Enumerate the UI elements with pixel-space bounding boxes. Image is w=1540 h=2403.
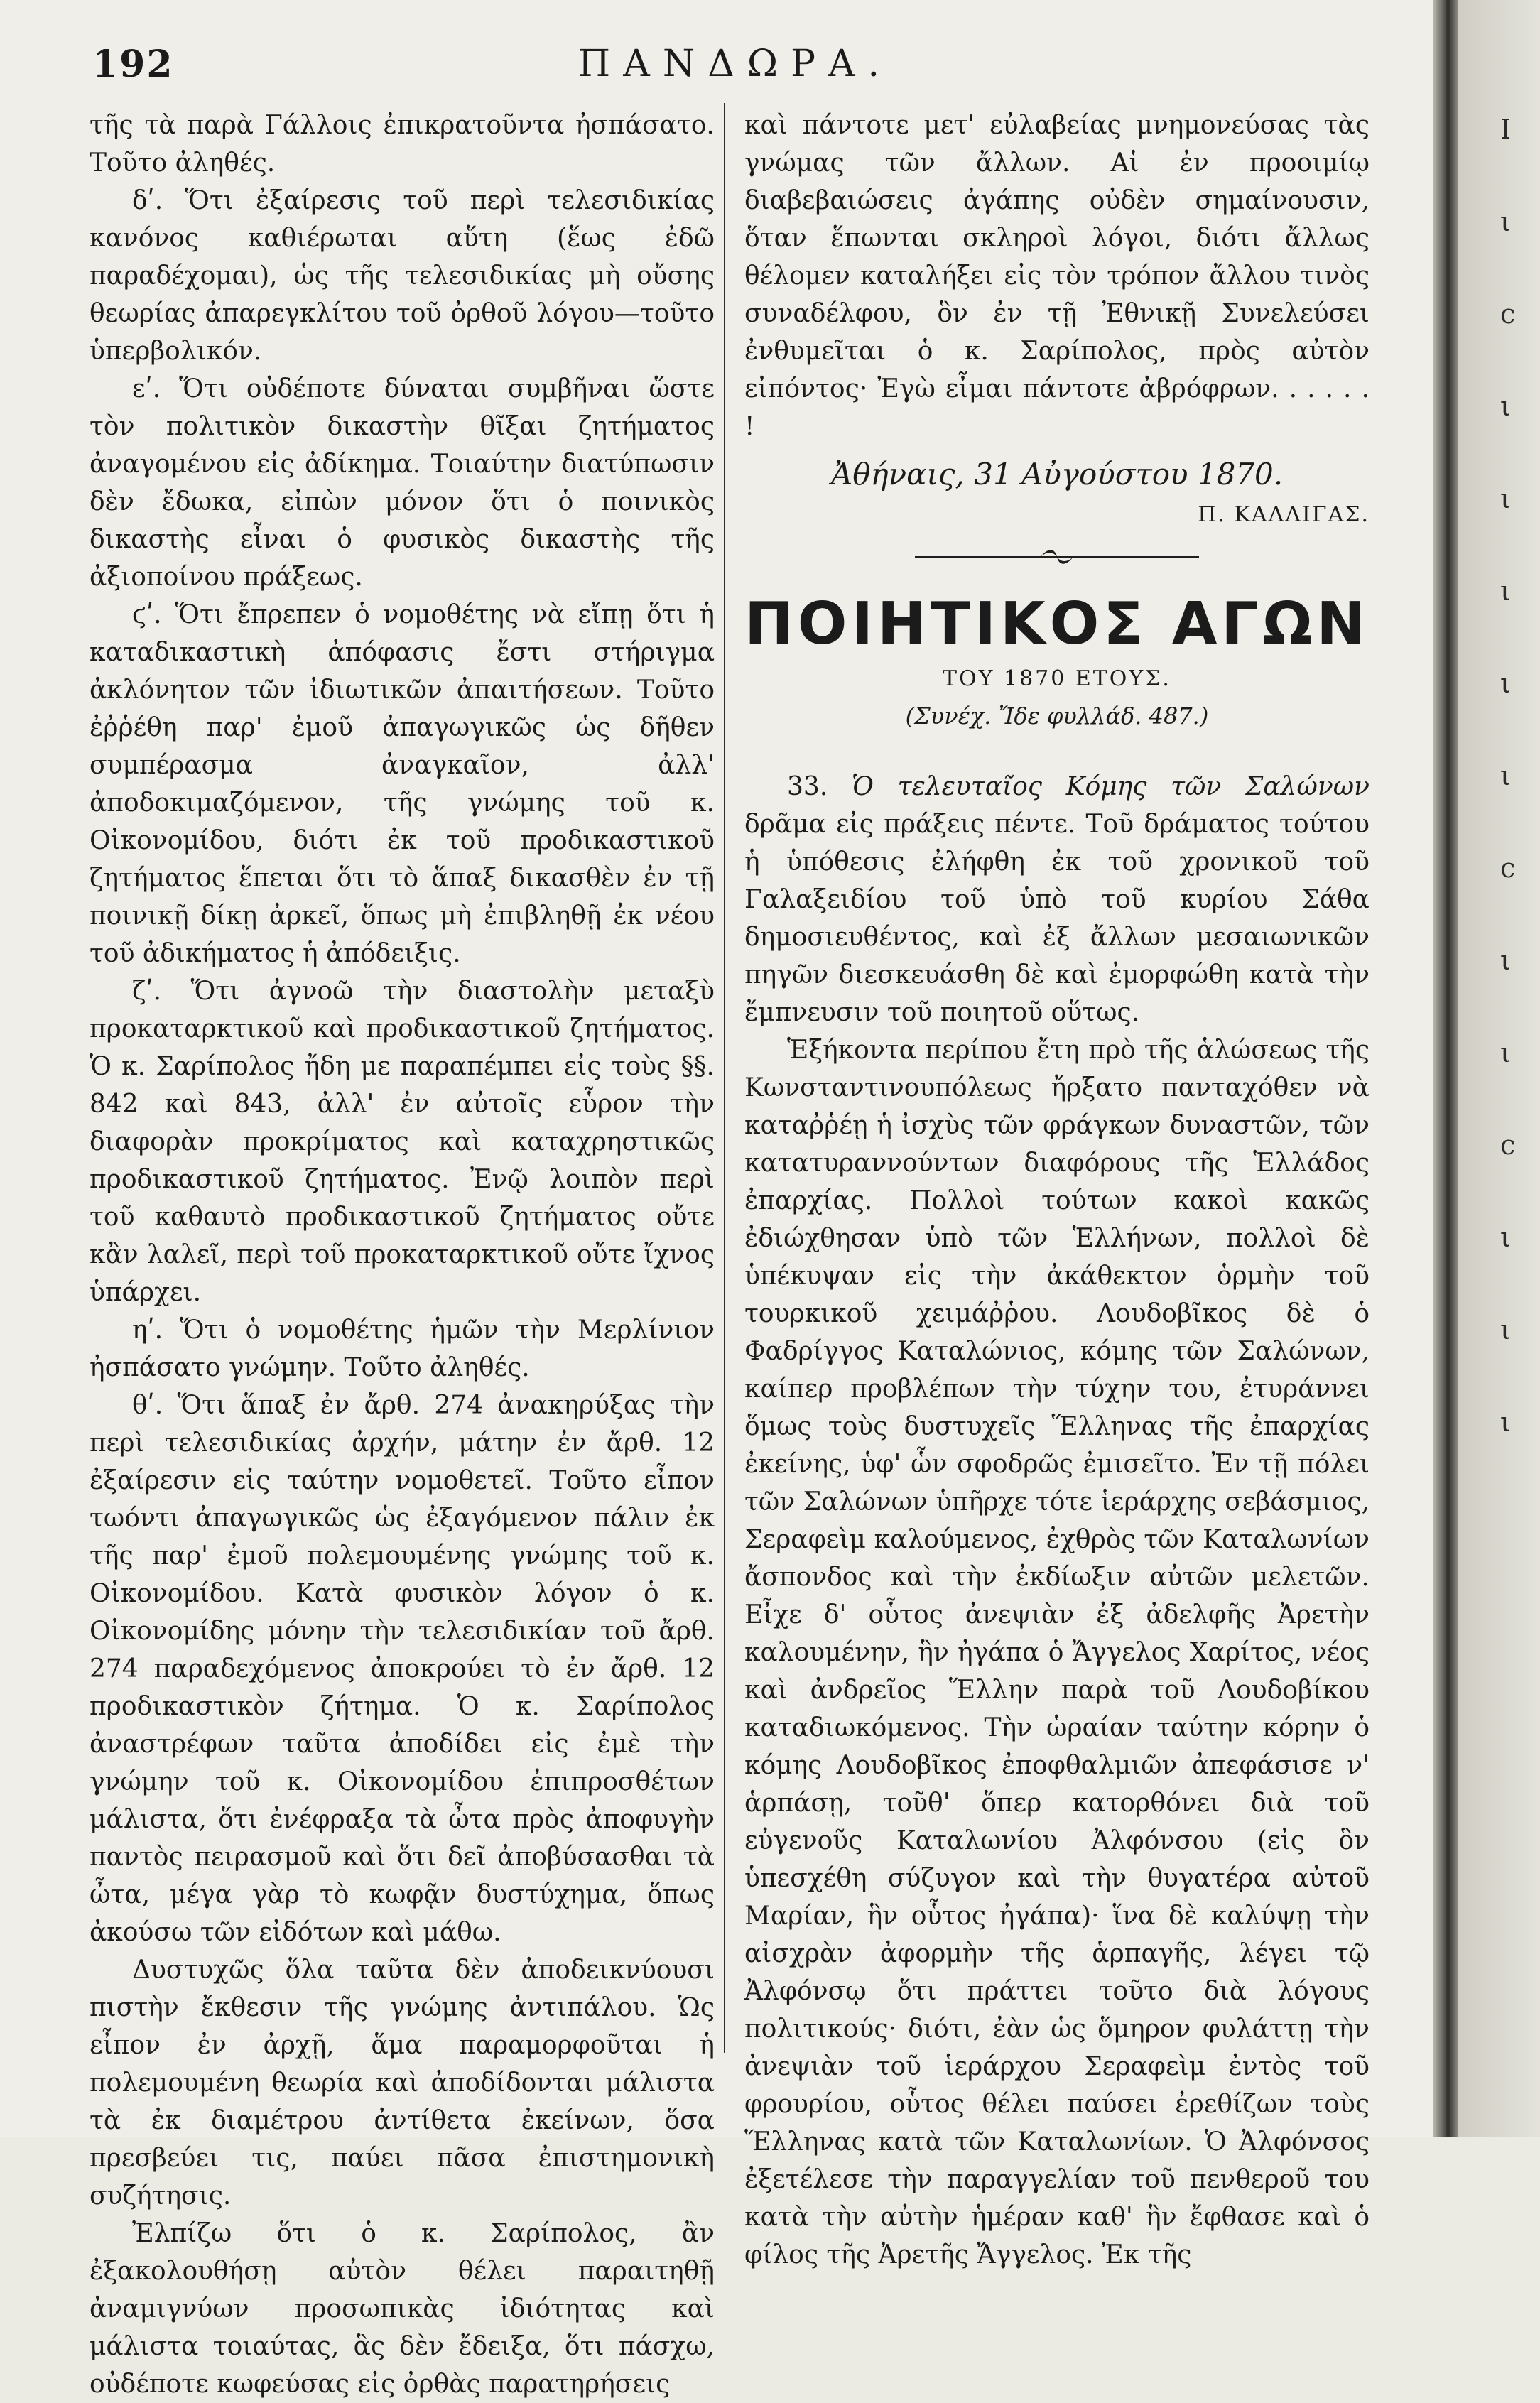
left-column: [90, 107, 715, 2403]
left-paragraph: ζʹ. Ὅτι ἀγνοῶ τὴν διαστολὴν μεταξὺ προκαταρκτικοῦ καὶ προδικαστικοῦ ζητήματος. Ὁ κ. Σαρίπολος ἤδη με παραπέμπει εἰς τοὺς §§. 842 καὶ 843, ἀλλ' ἐν αὐτοῖς εὗρον τὴν διαφορὰν προκρίματος καὶ καταχρηστικῶς προδικαστικοῦ ζητήματος. Ἐνῷ λοιπὸν περὶ τοῦ καθαυτὸ προδικαστικοῦ ζητήματος οὔτε κἂν λαλεῖ, περὶ τοῦ προκαταρκτικοῦ οὔτε ἴχνος ὑπάρχει.: [90, 977, 715, 1307]
book-gutter: [1433, 0, 1458, 2137]
right-column: [744, 107, 1370, 2274]
adjacent-page-edge: [1458, 0, 1540, 2137]
page-header: [92, 43, 1378, 95]
edge-glyph: Ι: [1500, 114, 1512, 145]
left-paragraph: Ἐλπίζω ὅτι ὁ κ. Σαρίπολος, ἂν ἐξακολουθήσῃ αὐτὸν θέλει παραιτηθῇ ἀναμιγνύων προσωπικὰς ἰδιότητας καὶ μάλιστα τοιαύτας, ἃς δὲν ἔδειξα, ὅτι πάσχω, οὐδέποτε κωφεύσας εἰς ὀρθὰς παρατηρήσεις: [90, 2219, 715, 2399]
entry-paragraph: [744, 768, 1370, 1031]
edge-glyph: c: [1500, 852, 1516, 884]
edge-glyph: ι: [1500, 391, 1511, 422]
section-note: (Συνέχ. Ἴδε φυλλάδ. 487.): [905, 703, 1209, 729]
edge-glyph: ι: [1500, 206, 1511, 237]
edge-glyph: ι: [1500, 1314, 1511, 1345]
left-paragraph: Δυστυχῶς ὅλα ταῦτα δὲν ἀποδεικνύουσι πιστὴν ἔκθεσιν τῆς γνώμης ἀντιπάλου. Ὡς εἶπον ἐν ἀρχῇ, ἅμα παραμορφοῦται ἡ πολεμουμένη θεωρία καὶ ἀποδίδονται μάλιστα τὰ ἐκ διαμέτρου ἀντίθετα ἐκείνων, ὅσα πρεσβεύει τις, παύει πᾶσα ἐπιστημονικὴ συζήτησις.: [90, 1956, 715, 2211]
left-paragraph: τῆς τὰ παρὰ Γάλλοις ἐπικρατοῦντα ἠσπάσατο. Τοῦτο ἀληθές.: [90, 111, 715, 178]
continuation-text: καὶ πάντοτε μετ' εὐλαβείας μνημονεύσας τὰς γνώμας τῶν ἄλλων. Αἱ ἐν προοιμίῳ διαβεβαιώσεις ἀγάπης οὐδὲν σημαίνουσιν, ὅταν ἕπωνται σκληροὶ λόγοι, διότι ἄλλως θέλομεν καταλήξει εἰς τὸν τρόπον ἄλλου τινὸς συναδέλφου, ὃν ἐν τῇ Ἐθνικῇ Συνελεύσει ἐνθυμεῖται ὁ κ. Σαρίπολος, πρὸς αὐτὸν εἰπόντος· Ἐγὼ εἶμαι πάντοτε ἀβρόφρων. . . . . . !: [744, 111, 1370, 441]
entry-intro: δρᾶμα εἰς πράξεις πέντε. Τοῦ δράματος τούτου ἡ ὑπόθεσις ἐλήφθη ἐκ τοῦ χρονικοῦ τοῦ Γαλαξειδίου τοῦ ὑπὸ τοῦ κυρίου Σάθα δημοσιευθέντος, καὶ ἐξ ἄλλων μεσαιωνικῶν πηγῶν διεσκευάσθη δὲ καὶ ἐμορφώθη κατὰ τὴν ἔμπνευσιν τοῦ ποιητοῦ οὕτως.: [744, 810, 1370, 1027]
entry-title: Ὁ τελευταῖος Κόμης τῶν Σαλώνων: [851, 772, 1370, 801]
journal-title: ΠΑΝΔΩΡΑ.: [578, 43, 893, 85]
left-paragraph: ηʹ. Ὅτι ὁ νομοθέτης ἡμῶν τὴν Μερλίνιον ἠσπάσατο γνώμην. Τοῦτο ἀληθές.: [90, 1316, 715, 1382]
edge-glyph: ι: [1500, 1222, 1511, 1253]
author-signature: Π. ΚΑΛΛΙΓΑΣ.: [1198, 502, 1370, 527]
edge-glyph: ι: [1500, 668, 1511, 699]
edge-glyph: ι: [1500, 945, 1511, 976]
edge-glyph: c: [1500, 1129, 1516, 1161]
edge-glyph: ι: [1500, 1037, 1511, 1068]
edge-glyph: ι: [1500, 575, 1511, 607]
left-paragraph: δʹ. Ὅτι ἐξαίρεσις τοῦ περὶ τελεσιδικίας κανόνος καθιέρωται αὕτη (ἕως ἐδῶ παραδέχομαι), ὡς τῆς τελεσιδικίας μὴ οὔσης θεωρίας ἀπαρεγκλίτου τοῦ ὀρθοῦ λόγου—τοῦτο ὑπερβολικόν.: [90, 186, 715, 366]
edge-glyph: c: [1500, 298, 1516, 330]
left-paragraph: θʹ. Ὅτι ἅπαξ ἐν ἄρθ. 274 ἀνακηρύξας τὴν περὶ τελεσιδικίας ἀρχήν, μάτην ἐν ἄρθ. 12 ἐξαίρεσιν εἰς ταύτην νομοθετεῖ. Τοῦτο εἶπον τωόντι ἀπαγωγικῶς ὡς ἐξαγόμενον πάλιν ἐκ τῆς παρ' ἐμοῦ πολεμουμένης γνώμης τοῦ κ. Οἰκονομίδου. Κατὰ φυσικὸν λόγον ὁ κ. Οἰκονομίδης μόνην τὴν τελεσιδικίαν τοῦ ἄρθ. 274 παραδεχόμενος ἀποκρούει τὸ ἐν ἄρθ. 12 προδικαστικὸν ζήτημα. Ὁ κ. Σαρίπολος ἀναστρέφων ταῦτα ἀποδίδει εἰς ἐμὲ τὴν γνώμην τοῦ κ. Οἰκονομίδου ἐπιπροσθέτων μάλιστα, ὅτι ἐνέφραξα τὰ ὦτα πρὸς ἀποφυγὴν παντὸς πειρασμοῦ καὶ ὅτι δεῖ ἀποβύσασθαι τὰ ὦτα, μέγα γὰρ τὸ κωφᾷν δυστύχημα, ὅπως ἀκούσω τῶν εἰδότων καὶ μάθω.: [90, 1391, 715, 1947]
left-paragraph: εʹ. Ὅτι οὐδέποτε δύναται συμβῆναι ὥστε τὸν πολιτικὸν δικαστὴν θῖξαι ζητήματος ἀναγομένου εἰς ἀδίκημα. Τοιαύτην διατύπωσιν δὲν ἔδωκα, εἰπὼν μόνον ὅτι ὁ ποινικὸς δικαστὴς εἶναι ὁ φυσικὸς δικαστὴς τῆς ἀξιοποίνου πράξεως.: [90, 374, 715, 592]
section-title: ΠΟΙΗΤΙΚΟΣ ΑΓΩΝ: [744, 590, 1370, 658]
separator-ornament-icon: [1039, 546, 1075, 568]
entry-number: 33.: [787, 772, 828, 801]
edge-glyph: ι: [1500, 1406, 1511, 1438]
page-number: 192: [92, 43, 174, 86]
edge-glyph: ι: [1500, 760, 1511, 791]
dateline: Ἀθήναις, 31 Αὐγούστου 1870.: [830, 457, 1284, 492]
column-divider: [724, 103, 725, 2053]
edge-glyph: ι: [1500, 483, 1511, 514]
section-separator: [744, 533, 1370, 583]
section-subtitle: ΤΟΥ 1870 ΕΤΟΥΣ.: [943, 666, 1171, 691]
body-paragraph: Ἑξήκοντα περίπου ἔτη πρὸ τῆς ἁλώσεως τῆς Κωνσταντινουπόλεως ἤρξατο πανταχόθεν νὰ καταῤῥέῃ ἡ ἰσχὺς τῶν φράγκων δυναστῶν, τῶν κατατυραννούντων διαφόρους τῆς Ἑλλάδος ἐπαρχίας. Πολλοὶ τούτων κακοὶ κακῶς ἐδιώχθησαν ὑπὸ τῶν Ἑλλήνων, πολλοὶ δὲ ὑπέκυψαν εἰς τὴν ἀκάθεκτον ὁρμὴν τοῦ τουρκικοῦ χειμάῤῥου. Λουδοβῖκος δὲ ὁ Φαδρίγγος Καταλώνιος, κόμης τῶν Σαλώνων, καίπερ προβλέπων τὴν τύχην του, ἐτυράννει ὅμως τοὺς δυστυχεῖς Ἕλληνας τῆς ἐπαρχίας ἐκείνης, ὑφ' ὧν σφοδρῶς ἐμισεῖτο. Ἐν τῇ πόλει τῶν Σαλώνων ὑπῆρχε τότε ἱεράρχης σεβάσμιος, Σεραφεὶμ καλούμενος, ἐχθρὸς τῶν Καταλωνίων ἄσπονδος καὶ τὴν ἐκδίωξιν αὐτῶν μελετῶν. Εἶχε δ' οὗτος ἀνεψιὰν ἐξ ἀδελφῆς Ἀρετὴν καλουμένην, ἣν ἠγάπα ὁ Ἄγγελος Χαρίτος, νέος καὶ ἀνδρεῖος Ἕλλην παρὰ τοῦ Λουδοβίκου καταδιωκόμενος. Τὴν ὡραίαν ταύτην κόρην ὁ κόμης Λουδοβῖκος ἐποφθαλμιῶν ἀπεφάσισε ν' ἁρπάσῃ, τοῦθ' ὅπερ κατορθόνει διὰ τοῦ εὐγενοῦς Καταλωνίου Ἀλφόνσου (εἰς ὃν ὑπεσχέθη σύζυγον καὶ τὴν θυγατέρα αὐτοῦ Μαρίαν, ἣν οὗτος ἠγάπα)· ἵνα δὲ καλύψῃ τὴν αἰσχρὰν ἀφορμὴν τῆς ἁρπαγῆς, λέγει τῷ Ἀλφόνσῳ ὅτι πράττει τοῦτο διὰ λόγους πολιτικούς· διότι, ἐὰν ὡς ὅμηρον φυλάττῃ τὴν ἀνεψιὰν τοῦ ἱεράρχου Σεραφεὶμ ἐντὸς τοῦ φρουρίου, οὗτος θέλει παύσει ἐρεθίζων τοὺς Ἕλληνας κατὰ τῶν Καταλωνίων. Ὁ Ἀλφόνσος ἐξετέλεσε τὴν παραγγελίαν τοῦ πενθεροῦ του κατὰ τὴν αὐτὴν ἡμέραν καθ' ἣν ἔφθασε καὶ ὁ φίλος τῆς Ἀρετῆς Ἄγγελος. Ἐκ τῆς: [744, 1036, 1370, 2269]
left-paragraph: ϛʹ. Ὅτι ἔπρεπεν ὁ νομοθέτης νὰ εἴπῃ ὅτι ἡ καταδικαστικὴ ἀπόφασις ἔστι στήριγμα ἀκλόνητον τῶν ἰδιωτικῶν ἀπαιτήσεων. Τοῦτο ἐῤῥέθη παρ' ἐμοῦ ἀπαγωγικῶς ὡς δῆθεν συμπέρασμα ἀναγκαῖον, ἀλλ' ἀποδοκιμαζόμενον, τῆς γνώμης τοῦ κ. Οἰκονομίδου, διότι ἐκ τοῦ προδικαστικοῦ ζητήματος ἕπεται ὅτι τὸ ἅπαξ δικασθὲν ἐν τῇ ποινικῇ δίκῃ ἀρκεῖ, ὅπως μὴ ἐπιβληθῇ ἐκ νέου τοῦ ἀδικήματος ἡ ἀπόδειξις.: [90, 600, 715, 968]
